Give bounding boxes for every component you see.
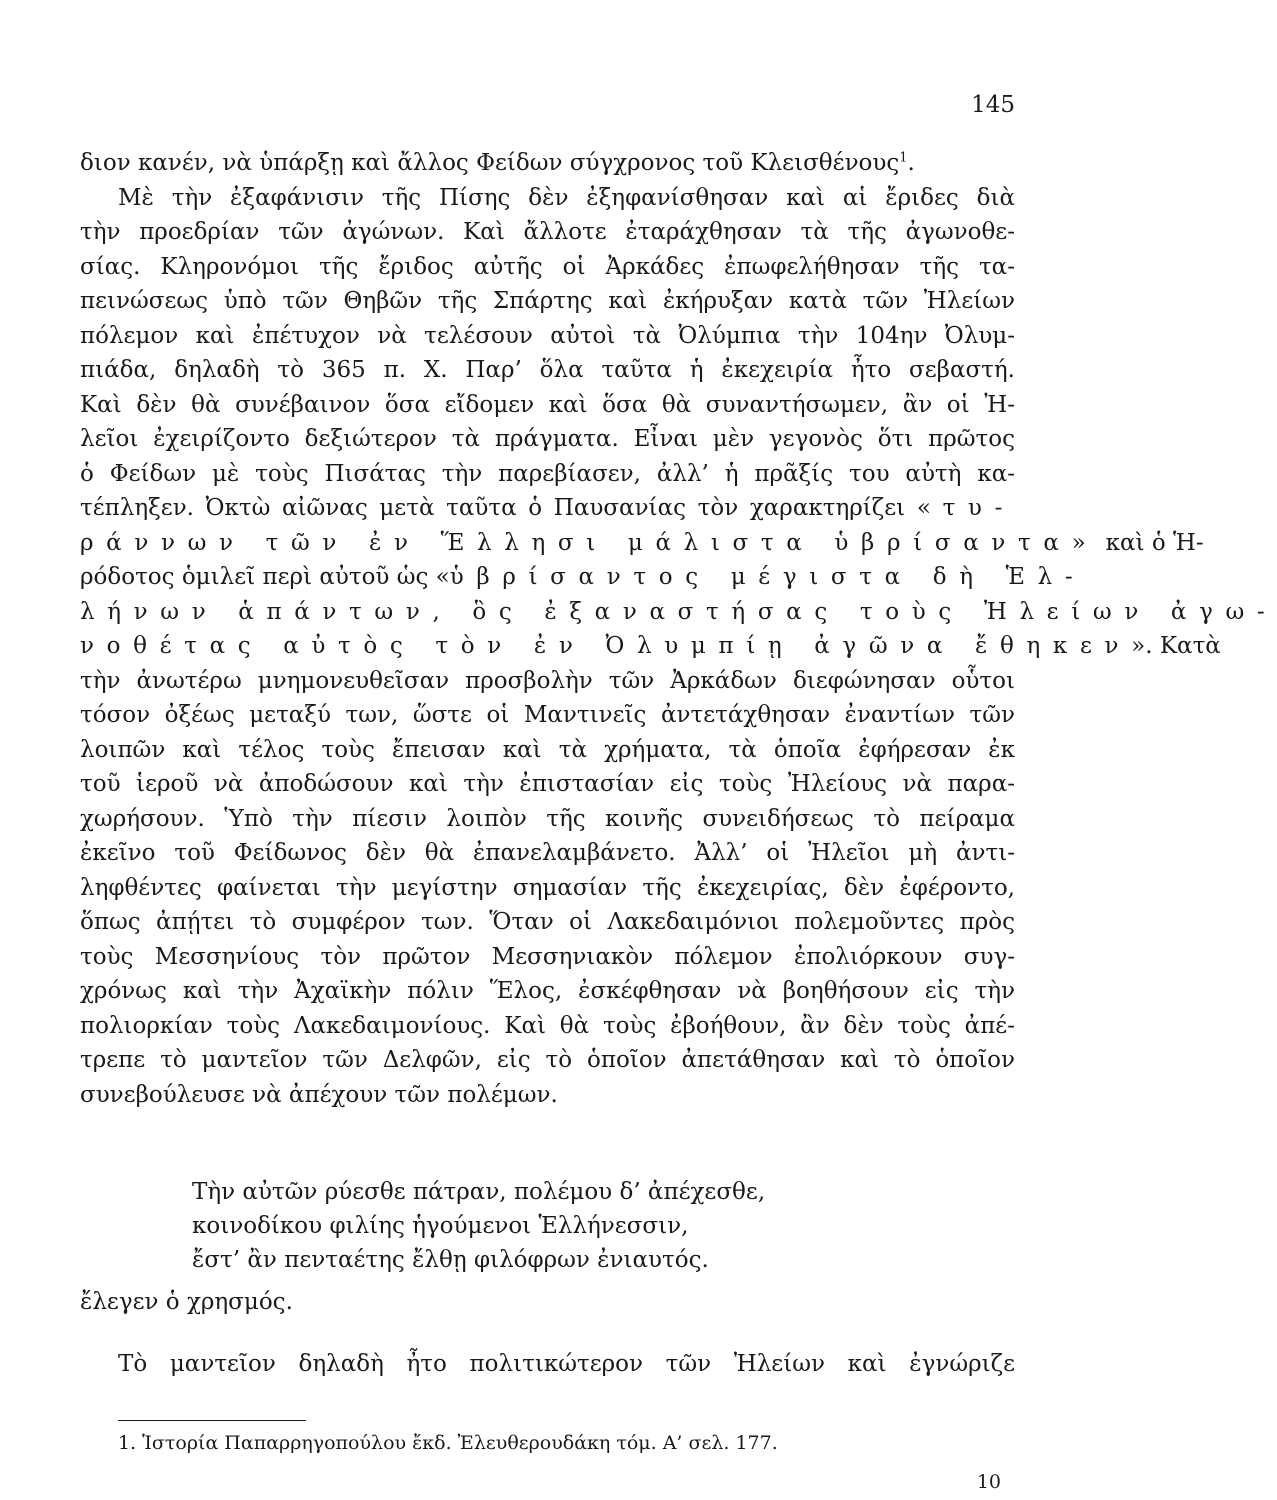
spaced-quote: ράννων τῶν ἐν Ἕλλησι μάλιστα ὑβρίσαντα» — [80, 529, 1099, 556]
text-line: πιάδα, δηλαδὴ τὸ 365 π. Χ. Παρ’ ὅλα ταῦτα ἡ ἐκεχειρία ἦτο σεβαστή. — [80, 357, 1015, 383]
footnote-marker: 1 — [899, 150, 908, 166]
spaced-quote: νοθέτας αὐτὸς τὸν ἐν Ὀλυμπίῃ ἀγῶνα ἔθηκεν — [80, 633, 1132, 659]
text-line: λεῖοι ἐχειρίζοντο δεξιώτερον τὰ πράγματα. Εἶναι μὲν γεγονὸς ὅτι πρῶτος — [80, 426, 1015, 452]
text-line: Καὶ δὲν θὰ συνέβαινον ὅσα εἴδομεν καὶ ὅσα θὰ συναντήσωμεν, ἂν οἱ Ἠ- — [80, 391, 1015, 418]
line-text: ρόδοτος ὁμιλεῖ περὶ αὐτοῦ ὡς « — [80, 564, 450, 590]
footnote-divider — [118, 1420, 306, 1421]
text-line: πόλεμον καὶ ἐπέτυχον νὰ τελέσουν αὐτοὶ τὰ Ὀλύμπια τὴν 104ην Ὀλυμ- — [80, 322, 1015, 349]
line-text: ». Κατὰ — [1131, 633, 1221, 659]
text-line: Μὲ τὴν ἐξαφάνισιν τῆς Πίσης δὲν ἐξηφανίσθησαν καὶ αἱ ἔριδες διὰ — [118, 184, 1015, 211]
text-line: διον κανέν, νὰ ὑπάρξῃ καὶ ἄλλος Φείδων σύγχρονος τοῦ Κλεισθένους$^1$. — [80, 150, 915, 176]
text-line: ἐκεῖνο τοῦ Φείδωνος δὲν θὰ ἐπανελαμβάνετο. Ἀλλ’ οἱ Ἠλεῖοι μὴ ἀντι- — [80, 840, 1015, 866]
text-line: συνεβούλευσε νὰ ἀπέχουν τῶν πολέμων. — [80, 1081, 558, 1108]
spaced-quote: λήνων ἁπάντων, ὃς ἐξαναστήσας τοὺς Ἠλείων ἀγω- — [80, 598, 1277, 625]
text-line: ὁ Φείδων μὲ τοὺς Πισάτας τὴν παρεβίασεν, ἀλλ’ ἡ πρᾶξίς του αὐτὴ κα- — [80, 460, 1015, 487]
text-line: τόσον ὀξέως μεταξύ των, ὥστε οἱ Μαντινεῖς ἀντετάχθησαν ἐναντίων τῶν — [80, 702, 1015, 728]
paragraph-after-poem — [80, 1347, 1015, 1382]
line-text: καὶ ὁ Ἡ- — [1098, 529, 1204, 556]
text-line: πεινώσεως ὑπὸ τῶν Θηβῶν τῆς Σπάρτης καὶ ἐκήρυξαν κατὰ τῶν Ἠλείων — [80, 288, 1015, 314]
text-line: σίας. Κληρονόμοι τῆς ἔριδος αὐτῆς οἱ Ἀρκάδες ἐπωφελήθησαν τῆς τα- — [80, 253, 1015, 280]
poem-line: κοινοδίκου φιλίης ἡγούμενοι Ἑλλήνεσσιν, — [192, 1213, 689, 1239]
text-line: πολιορκίαν τοὺς Λακεδαιμονίους. Καὶ θὰ τοὺς ἐβοήθουν, ἂν δὲν τοὺς ἀπέ- — [80, 1012, 1015, 1039]
text-line: τοὺς Μεσσηνίους τὸν πρῶτον Μεσσηνιακὸν πόλεμον ἐπολιόρκουν συγ- — [80, 943, 1015, 970]
text-line: τὴν προεδρίαν τῶν ἀγώνων. Καὶ ἄλλοτε ἐταράχθησαν τὰ τῆς ἀγωνοθε- — [80, 219, 1015, 245]
oracle-poem — [192, 1175, 912, 1277]
oracle-attribution: ἔλεγεν ὁ χρησμός. — [80, 1289, 293, 1315]
text-line: ληφθέντες φαίνεται τὴν μεγίστην σημασίαν τῆς ἐκεχειρίας, δὲν ἐφέροντο, — [80, 874, 1015, 901]
footnote: 1. Ἱστορία Παπαρρηγοπούλου ἔκδ. Ἐλευθερουδάκη τόμ. Α’ σελ. 177. — [118, 1432, 778, 1454]
line-text: διον κανέν, νὰ ὑπάρξῃ καὶ ἄλλος Φείδων σύγχρονος τοῦ Κλεισθένους — [80, 150, 900, 176]
spaced-quote: τυ- — [942, 495, 1015, 521]
line-text: τέπληξεν. Ὀκτὼ αἰῶνας μετὰ ταῦτα ὁ Παυσανίας τὸν χαρακτηρίζει « — [80, 495, 931, 521]
text-line: τὴν ἀνωτέρω μνημονευθεῖσαν προσβολὴν τῶν Ἀρκάδων διεφώνησαν οὗτοι — [80, 667, 1015, 694]
body-text — [80, 146, 1277, 1112]
poem-line: Τὴν αὐτῶν ρύεσθε πάτραν, πολέμου δ’ ἀπέχεσθε, — [192, 1179, 766, 1205]
text-line: χρόνως καὶ τὴν Ἀχαϊκὴν πόλιν Ἕλος, ἐσκέφθησαν νὰ βοηθήσουν εἰς τὴν — [80, 978, 1015, 1004]
signature-mark: 10 — [976, 1471, 1001, 1493]
text-line: τοῦ ἱεροῦ νὰ ἀποδώσουν καὶ τὴν ἐπιστασίαν εἰς τοὺς Ἠλείους νὰ παρα- — [80, 771, 1015, 797]
text-line: λοιπῶν καὶ τέλος τοὺς ἔπεισαν καὶ τὰ χρήματα, τὰ ὁποῖα ἐφήρεσαν ἐκ — [80, 736, 1015, 763]
spaced-quote: ὑβρίσαντος μέγιστα δὴ Ἑλ- — [449, 564, 1086, 590]
text-line — [80, 595, 1277, 630]
text-line — [80, 526, 1204, 561]
text-line — [80, 491, 1015, 526]
text-line: χωρήσουν. Ὑπὸ τὴν πίεσιν λοιπὸν τῆς κοινῆς συνειδήσεως τὸ πείραμα — [80, 805, 1015, 832]
text-line: Τὸ μαντεῖον δηλαδὴ ἦτο πολιτικώτερον τῶν Ἠλείων καὶ ἐγνώριζε — [118, 1351, 1015, 1377]
poem-line: ἔστ’ ἂν πενταέτης ἔλθῃ φιλόφρων ἐνιαυτός. — [192, 1247, 709, 1273]
text-line: τρεπε τὸ μαντεῖον τῶν Δελφῶν, εἰς τὸ ὁποῖον ἀπετάθησαν καὶ τὸ ὁποῖον — [80, 1047, 1015, 1073]
text-line — [80, 629, 1221, 664]
text-line — [80, 560, 1086, 595]
page-number: 145 — [971, 92, 1015, 118]
text-line: ὅπως ἀπῄτει τὸ συμφέρον των. Ὅταν οἱ Λακεδαιμόνιοι πολεμοῦντες πρὸς — [80, 909, 1015, 935]
